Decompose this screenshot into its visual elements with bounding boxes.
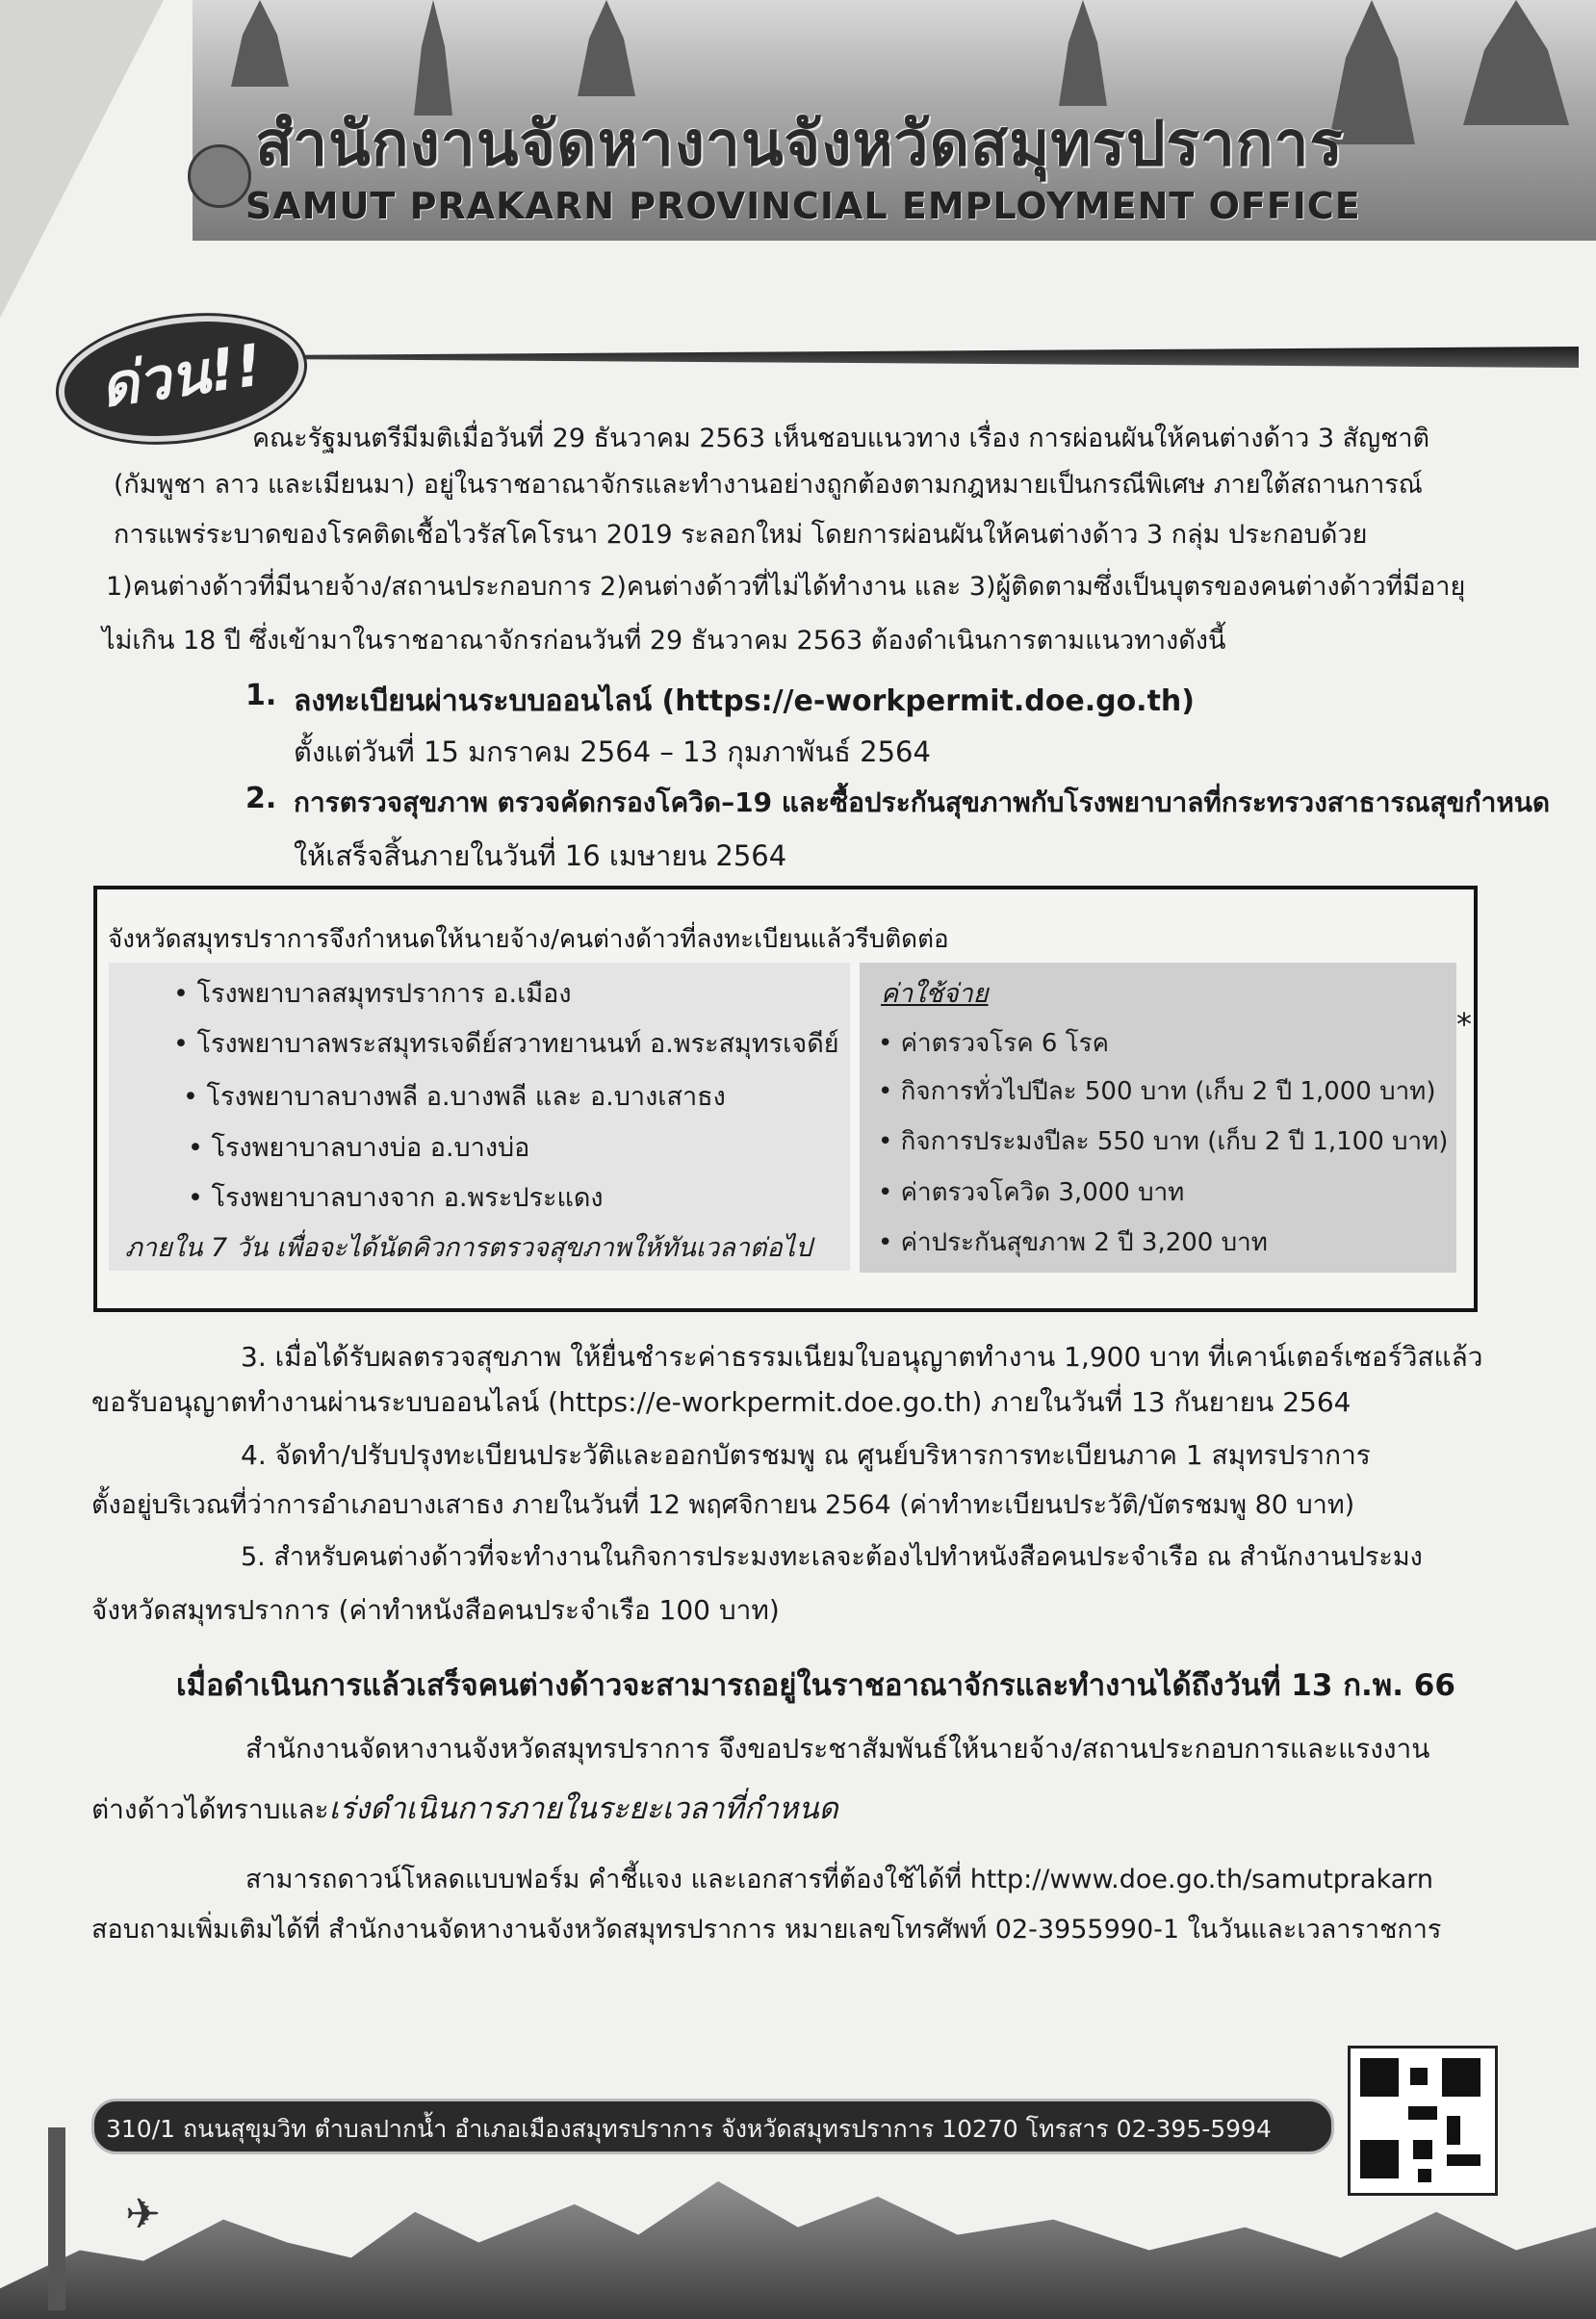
intro-line: คณะรัฐมนตรีมีมติเมื่อวันที่ 29 ธันวาคม 2563 เห็นชอบแนวทาง เรื่อง การผ่อนผันให้คนต่างด้าว 3 สัญชาติ <box>252 424 1430 453</box>
hospital-item: • โรงพยาบาลสมุทรปราการ อ.เมือง <box>173 979 572 1009</box>
office-title-thai: สำนักงานจัดหางานจังหวัดสมุทรปราการ <box>255 108 1344 180</box>
intro-line: (กัมพูชา ลาว และเมียนมา) อยู่ในราชอาณาจักรและทำงานอย่างถูกต้องตามกฎหมายเป็นกรณีพิเศษ ภายใต้สถานการณ์ <box>114 470 1423 500</box>
airplane-icon: ✈ <box>125 2190 161 2239</box>
publicize-line: สำนักงานจัดหางานจังหวัดสมุทรปราการ จึงขอประชาสัมพันธ์ให้นายจ้าง/สถานประกอบการและแรงงาน <box>245 1733 1430 1765</box>
dome-silhouette <box>1463 0 1569 125</box>
step-1-text: ลงทะเบียนผ่านระบบออนไลน์ (https://e-workpermit.doe.go.th) <box>294 684 1195 718</box>
office-title-english: SAMUT PRAKARN PROVINCIAL EMPLOYMENT OFFICE <box>245 185 1361 227</box>
cost-item: • กิจการประมงปีละ 550 บาท (เก็บ 2 ปี 1,100 บาท) <box>878 1127 1449 1156</box>
step-5-line: 5. สำหรับคนต่างด้าวที่จะทำงานในกิจการประมงทะเลจะต้องไปทำหนังสือคนประจำเรือ ณ สำนักงานประมง <box>241 1542 1423 1572</box>
step-3-line: ขอรับอนุญาตทำงานผ่านระบบออนไลน์ (https://e-workpermit.doe.go.th) ภายในวันที่ 13 กันยายน 2564 <box>91 1386 1351 1418</box>
contact-line: สอบถามเพิ่มเติมได้ที่ สำนักงานจัดหางานจังหวัดสมุทรปราการ หมายเลขโทรศัพท์ 02-3955990-1 ในวันและเวลาราชการ <box>91 1915 1442 1945</box>
intro-line: การแพร่ระบาดของโรคติดเชื้อไวรัสโคโรนา 2019 ระลอกใหม่ โดยการผ่อนผันให้คนต่างด้าว 3 กลุ่ม ประกอบด้วย <box>114 520 1368 550</box>
asterisk-mark-icon: * <box>1456 1006 1472 1043</box>
step-number: 2. <box>245 782 277 815</box>
cost-item: • ค่าประกันสุขภาพ 2 ปี 3,200 บาท <box>878 1228 1268 1257</box>
cost-title: ค่าใช้จ่าย <box>881 979 989 1009</box>
step-4-line: 4. จัดทำ/ปรับปรุงทะเบียนประวัติและออกบัตรชมพู ณ ศูนย์บริหารการทะเบียนภาค 1 สมุทรปราการ <box>241 1439 1371 1471</box>
intro-line: 1)คนต่างด้าวที่มีนายจ้าง/สถานประกอบการ 2)คนต่างด้าวที่ไม่ได้ทำงาน และ 3)ผู้ติดตามซึ่งเป็นบุตรของคนต่างด้าวที่มีอายุ <box>106 572 1466 602</box>
header-divider <box>298 347 1579 368</box>
cost-item: • ค่าตรวจโรค 6 โรค <box>878 1029 1109 1058</box>
tower-silhouette <box>48 2127 65 2310</box>
publicize-prefix: ต่างด้าวได้ทราบและ <box>91 1793 329 1825</box>
cost-item: • ค่าตรวจโควิด 3,000 บาท <box>878 1178 1185 1207</box>
hospital-item: • โรงพยาบาลบางบ่อ อ.บางบ่อ <box>188 1133 530 1163</box>
step-4-line: ตั้งอยู่บริเวณที่ว่าการอำเภอบางเสาธง ภายในวันที่ 12 พฤศจิกายน 2564 (ค่าทำทะเบียนประวัติ/บัตรชมพู 80 บาท) <box>91 1490 1355 1520</box>
hospital-box-title: จังหวัดสมุทรปราการจึงกำหนดให้นายจ้าง/คนต่างด้าวที่ลงทะเบียนแล้วรีบติดต่อ <box>108 925 949 954</box>
temple-silhouette <box>231 0 289 87</box>
completion-statement: เมื่อดำเนินการแล้วเสร็จคนต่างด้าวจะสามารถอยู่ในราชอาณาจักรและทำงานได้ถึงวันที่ 13 ก.พ. 66 <box>176 1668 1455 1703</box>
cost-item: • กิจการทั่วไปปีละ 500 บาท (เก็บ 2 ปี 1,000 บาท) <box>878 1077 1436 1106</box>
step-2-text: การตรวจสุขภาพ ตรวจคัดกรองโควิด–19 และซื้อประกันสุขภาพกับโรงพยาบาลที่กระทรวงสาธารณสุขกำหนด <box>294 786 1551 818</box>
temple-silhouette <box>578 0 635 96</box>
step-number: 1. <box>245 679 277 712</box>
hospital-item: • โรงพยาบาลพระสมุทรเจดีย์สวาทยานนท์ อ.พระสมุทรเจดีย์ <box>173 1029 839 1059</box>
step-1-period: ตั้งแต่วันที่ 15 มกราคม 2564 – 13 กุมภาพันธ์ 2564 <box>294 735 931 768</box>
temple-silhouette <box>1059 0 1107 106</box>
urgent-label: ด่วน!! <box>95 331 267 422</box>
hospital-item: • โรงพยาบาลบางพลี อ.บางพลี และ อ.บางเสาธง <box>183 1082 726 1112</box>
step-5-line: จังหวัดสมุทรปราการ (ค่าทำหนังสือคนประจำเรือ 100 บาท) <box>91 1594 780 1626</box>
footer-address: 310/1 ถนนสุขุมวิท ตำบลปากน้ำ อำเภอเมืองสมุทรปราการ จังหวัดสมุทรปราการ 10270 โทรสาร 02-395-5994 <box>106 2115 1272 2143</box>
page-fold-shadow <box>0 0 164 318</box>
appointment-note: ภายใน 7 วัน เพื่อจะได้นัดคิวการตรวจสุขภาพให้ทันเวลาต่อไป <box>125 1233 812 1263</box>
qr-code-icon <box>1348 2046 1498 2196</box>
step-3-line: 3. เมื่อได้รับผลตรวจสุขภาพ ให้ยื่นชำระค่าธรรมเนียมใบอนุญาตทำงาน 1,900 บาท ที่เคาน์เตอร์เซอร์วิสแล้ว <box>241 1341 1483 1373</box>
publicize-emphasis: เร่งดำเนินการภายในระยะเวลาที่กำหนด <box>328 1791 838 1826</box>
intro-line: ไม่เกิน 18 ปี ซึ่งเข้ามาในราชอาณาจักรก่อนวันที่ 29 ธันวาคม 2563 ต้องดำเนินการตามแนวทางดังนี้ <box>102 626 1226 656</box>
ministry-seal-icon <box>188 144 251 208</box>
download-line: สามารถดาวน์โหลดแบบฟอร์ม คำชี้แจง และเอกสารที่ต้องใช้ได้ที่ http://www.doe.go.th/samutprakarn <box>245 1865 1434 1894</box>
hospital-item: • โรงพยาบาลบางจาก อ.พระประแดง <box>188 1183 604 1213</box>
step-2-deadline: ให้เสร็จสิ้นภายในวันที่ 16 เมษายน 2564 <box>294 839 787 872</box>
publicize-line <box>91 1784 838 1832</box>
